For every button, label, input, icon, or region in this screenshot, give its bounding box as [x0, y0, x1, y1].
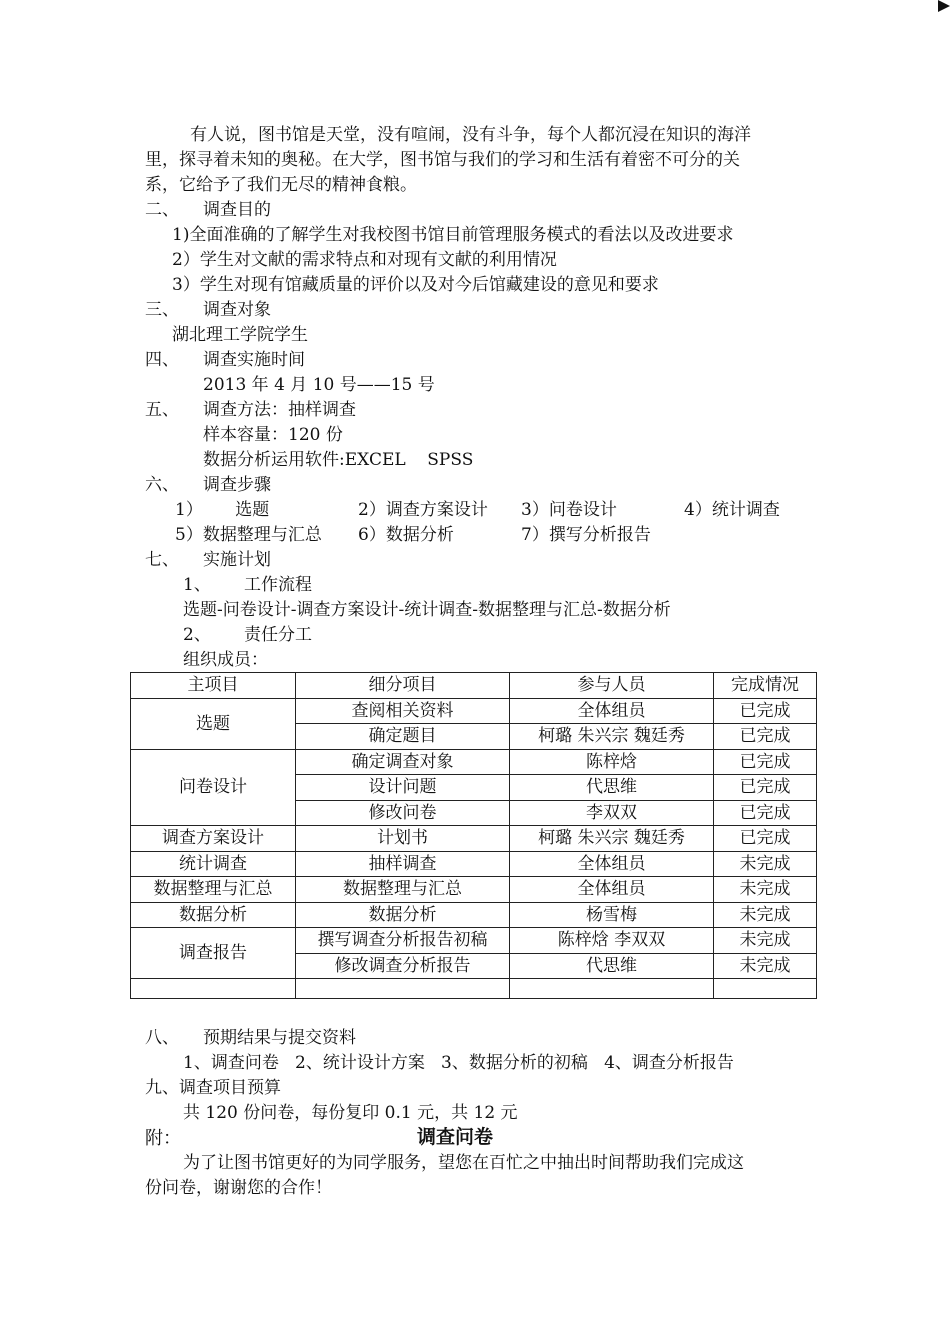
- subsection-2-title: 责任分工: [244, 625, 312, 645]
- status-cell: 未完成: [714, 851, 817, 877]
- main-item-cell: 问卷设计: [131, 749, 296, 826]
- status-cell: 已完成: [714, 749, 817, 775]
- main-item-cell: 选题: [131, 698, 296, 749]
- status-cell: 已完成: [714, 800, 817, 826]
- main-item-cell: 调查报告: [131, 928, 296, 979]
- section-8-number: 八、: [145, 1028, 179, 1048]
- table-header-cell: 细分项目: [296, 673, 510, 699]
- subsection-1-title: 工作流程: [244, 575, 312, 595]
- intro-line-2: 里，探寻着未知的奥秘。在大学，图书馆与我们的学习和生活有着密不可分的关: [145, 150, 740, 170]
- section-5-software: 数据分析运用软件:EXCEL SPSS: [203, 450, 474, 470]
- status-cell: 已完成: [714, 826, 817, 852]
- questionnaire-intro-line-1: 为了让图书馆更好的为同学服务，望您在百忙之中抽出时间帮助我们完成这: [183, 1153, 744, 1173]
- participants-cell: 柯璐 朱兴宗 魏廷秀: [510, 826, 714, 852]
- section-5-number: 五、: [145, 400, 179, 420]
- participants-cell: 代思维: [510, 953, 714, 979]
- status-cell: 已完成: [714, 698, 817, 724]
- section-7-number: 七、: [145, 550, 179, 570]
- section-8-items: 1、调查问卷 2、统计设计方案 3、数据分析的初稿 4、调查分析报告: [183, 1053, 734, 1073]
- questionnaire-title: 调查问卷: [417, 1126, 494, 1148]
- section-6-title: 调查步骤: [203, 475, 271, 495]
- section-2-item-1: 1)全面准确的了解学生对我校图书馆目前管理服务模式的看法以及改进要求: [172, 225, 734, 245]
- participants-cell: 陈梓焓 李双双: [510, 928, 714, 954]
- responsibility-table: [130, 672, 817, 999]
- section-7-title: 实施计划: [203, 550, 271, 570]
- table-row: [131, 877, 817, 903]
- main-item-cell: 数据分析: [131, 902, 296, 928]
- sub-item-cell: 数据整理与汇总: [296, 877, 510, 903]
- section-6-number: 六、: [145, 475, 179, 495]
- status-cell: 未完成: [714, 877, 817, 903]
- main-item-cell: 统计调查: [131, 851, 296, 877]
- table-row: [131, 749, 817, 775]
- sub-item-cell: 数据分析: [296, 902, 510, 928]
- section-2-item-3: 3）学生对现有馆藏质量的评价以及对今后馆藏建设的意见和要求: [172, 275, 659, 295]
- intro-line-3: 系，它给予了我们无尽的精神食粮。: [145, 175, 417, 195]
- table-row: [131, 698, 817, 724]
- intro-line-1: 有人说，图书馆是天堂，没有喧闹，没有斗争，每个人都沉浸在知识的海洋: [190, 125, 751, 145]
- participants-cell: 陈梓焓: [510, 749, 714, 775]
- step-4: 4）统计调查: [684, 500, 780, 520]
- step-6: 6）数据分析: [358, 525, 454, 545]
- sub-item-cell: 修改问卷: [296, 800, 510, 826]
- table-row: [131, 902, 817, 928]
- table-row: [131, 826, 817, 852]
- sub-item-cell: 设计问题: [296, 775, 510, 801]
- main-item-cell: 调查方案设计: [131, 826, 296, 852]
- sub-item-cell: 查阅相关资料: [296, 698, 510, 724]
- main-item-cell: 数据整理与汇总: [131, 877, 296, 903]
- empty-cell: [510, 979, 714, 999]
- participants-cell: 代思维: [510, 775, 714, 801]
- section-2-item-2: 2）学生对文献的需求特点和对现有文献的利用情况: [172, 250, 557, 270]
- table-row: [131, 851, 817, 877]
- status-cell: 未完成: [714, 928, 817, 954]
- section-3-body: 湖北理工学院学生: [172, 325, 308, 345]
- empty-cell: [714, 979, 817, 999]
- sub-item-cell: 撰写调查分析报告初稿: [296, 928, 510, 954]
- participants-cell: 全体组员: [510, 851, 714, 877]
- section-9-body: 共 120 份问卷，每份复印 0.1 元，共 12 元: [183, 1103, 518, 1123]
- participants-cell: 李双双: [510, 800, 714, 826]
- subsection-1-number: 1、: [183, 575, 211, 595]
- table-header-cell: 主项目: [131, 673, 296, 699]
- section-4-body: 2013 年 4 月 10 号——15 号: [203, 375, 435, 395]
- corner-arrow-icon: [938, 0, 950, 12]
- status-cell: 未完成: [714, 902, 817, 928]
- step-1: 1） 选题: [175, 500, 270, 520]
- empty-cell: [296, 979, 510, 999]
- sub-item-cell: 修改调查分析报告: [296, 953, 510, 979]
- table-row: [131, 928, 817, 954]
- step-3: 3）问卷设计: [521, 500, 617, 520]
- sub-item-cell: 计划书: [296, 826, 510, 852]
- status-cell: 已完成: [714, 775, 817, 801]
- table-header-row: [131, 673, 817, 699]
- section-3-number: 三、: [145, 300, 179, 320]
- subsection-2-number: 2、: [183, 625, 211, 645]
- step-5: 5）数据整理与汇总: [175, 525, 322, 545]
- sub-item-cell: 确定调查对象: [296, 749, 510, 775]
- step-7: 7）撰写分析报告: [521, 525, 651, 545]
- section-4-number: 四、: [145, 350, 179, 370]
- section-5-sample: 样本容量：120 份: [203, 425, 343, 445]
- section-9-title: 九、调查项目预算: [145, 1078, 281, 1098]
- sub-item-cell: 确定题目: [296, 724, 510, 750]
- table-header-cell: 完成情况: [714, 673, 817, 699]
- section-5-title: 调查方法：抽样调查: [203, 400, 356, 420]
- section-3-title: 调查对象: [203, 300, 271, 320]
- workflow-text: 选题-问卷设计-调查方案设计-统计调查-数据整理与汇总-数据分析: [183, 600, 671, 620]
- participants-cell: 全体组员: [510, 698, 714, 724]
- step-2: 2）调查方案设计: [358, 500, 488, 520]
- appendix-label: 附：: [145, 1128, 181, 1149]
- table-empty-row: [131, 979, 817, 999]
- participants-cell: 柯璐 朱兴宗 魏廷秀: [510, 724, 714, 750]
- empty-cell: [131, 979, 296, 999]
- table-header-cell: 参与人员: [510, 673, 714, 699]
- sub-item-cell: 抽样调查: [296, 851, 510, 877]
- section-8-title: 预期结果与提交资料: [203, 1028, 356, 1048]
- section-2-number: 二、: [145, 200, 179, 220]
- section-4-title: 调查实施时间: [203, 350, 305, 370]
- section-2-title: 调查目的: [203, 200, 271, 220]
- members-label: 组织成员：: [183, 650, 268, 670]
- participants-cell: 杨雪梅: [510, 902, 714, 928]
- status-cell: 未完成: [714, 953, 817, 979]
- status-cell: 已完成: [714, 724, 817, 750]
- participants-cell: 全体组员: [510, 877, 714, 903]
- questionnaire-intro-line-2: 份问卷，谢谢您的合作！: [145, 1178, 332, 1198]
